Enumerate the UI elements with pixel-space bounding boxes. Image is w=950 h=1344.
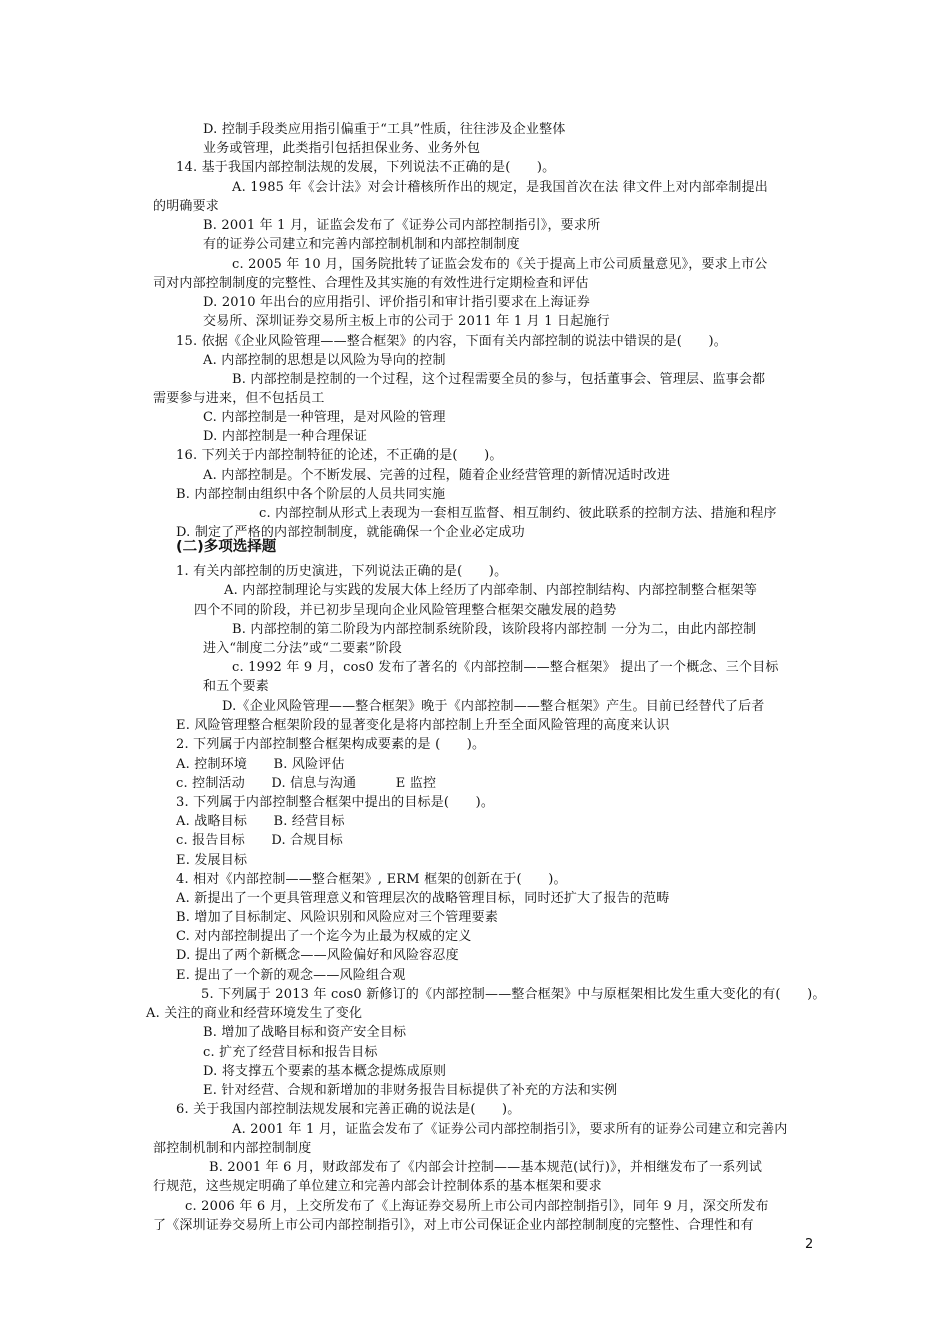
text-line: D. 制定了严格的内部控制制度，就能确保一个企业必定成功 <box>176 525 525 540</box>
text-line: 3. 下列属于内部控制整合框架中提出的目标是( )。 <box>176 795 495 810</box>
text-line: D. 控制手段类应用指引偏重于“工具”性质，往往涉及企业整体 <box>203 122 566 137</box>
text-line: c. 2006 年 6 月，上交所发布了《上海证券交易所上市公司内部控制指引》，同年 9 月，深交所发布 <box>185 1199 769 1214</box>
text-line: B. 内部控制由组织中各个阶层的人员共同实施 <box>176 487 446 502</box>
text-line: c. 1992 年 9 月，cos0 发布了著名的《内部控制——整合框架》 提出了一个概念、三个目标 <box>232 660 779 675</box>
text-line: A. 内部控制理论与实践的发展大体上经历了内部牵制、内部控制结构、内部控制整合框架等 <box>224 583 758 598</box>
text-line: E. 针对经营、合规和新增加的非财务报告目标提供了补充的方法和实例 <box>203 1083 618 1098</box>
text-line: 的明确要求 <box>153 199 220 214</box>
text-line: D.《企业风险管理——整合框架》晚于《内部控制——整合框架》产生。目前已经替代了后者 <box>222 699 765 714</box>
text-line: 和五个要素 <box>203 679 270 694</box>
text-line: 业务或管理，此类指引包括担保业务、业务外包 <box>203 141 481 156</box>
text-line: A. 关注的商业和经营环境发生了变化 <box>146 1006 363 1021</box>
text-line: A. 内部控制是。个不断发展、完善的过程，随着企业经营管理的新情况适时改进 <box>203 468 671 483</box>
text-line: 交易所、深圳证券交易所主板上市的公司于 2011 年 1 月 1 日起施行 <box>203 314 610 329</box>
text-line: B. 2001 年 1 月，证监会发布了《证券公司内部控制指引》，要求所 <box>203 218 601 233</box>
text-line: D. 提出了两个新概念——风险偏好和风险容忍度 <box>176 948 459 963</box>
text-line: B. 增加了战略目标和资产安全目标 <box>203 1025 407 1040</box>
text-line: D. 2010 年出台的应用指引、评价指引和审计指引要求在上海证券 <box>203 295 591 310</box>
text-line: C. 内部控制是一种管理，是对风险的管理 <box>203 410 446 425</box>
text-line: 16. 下列关于内部控制特征的论述，不正确的是( )。 <box>176 448 503 463</box>
text-line: c. 控制活动 D. 信息与沟通 E 监控 <box>176 776 437 791</box>
text-line: 4. 相对《内部控制——整合框架》, ERM 框架的创新在于( )。 <box>176 872 567 887</box>
page-number: 2 <box>805 1237 814 1252</box>
text-line: c. 报告目标 D. 合规目标 <box>176 833 343 848</box>
text-line: B. 2001 年 6 月，财政部发布了《内部会计控制——基本规范(试行)》，并相继发布了一系列试 <box>209 1160 763 1175</box>
text-line: 15. 依据《企业风险管理——整合框架》的内容，下面有关内部控制的说法中错误的是( )。 <box>176 334 727 349</box>
text-line: 6. 关于我国内部控制法规发展和完善正确的说法是( )。 <box>176 1102 521 1117</box>
text-line: c. 2005 年 10 月，国务院批转了证监会发布的《关于提高上市公司质量意见》，要求上市公 <box>232 257 768 272</box>
text-line: C. 对内部控制提出了一个迄今为止最为权威的定义 <box>176 929 472 944</box>
text-line: B. 内部控制的第二阶段为内部控制系统阶段，该阶段将内部控制 一分为二，由此内部控制 <box>232 622 757 637</box>
text-line: 2. 下列属于内部控制整合框架构成要素的是 ( )。 <box>176 737 486 752</box>
text-line: A. 控制环境 B. 风险评估 <box>176 757 345 772</box>
text-line: 部控制机制和内部控制制度 <box>153 1141 312 1156</box>
text-line: 1. 有关内部控制的历史演进，下列说法正确的是( )。 <box>176 564 508 579</box>
text-line: D. 内部控制是一种合理保证 <box>203 429 368 444</box>
text-line: B. 增加了目标制定、风险识别和风险应对三个管理要素 <box>176 910 499 925</box>
text-line: A. 新提出了一个更具管理意义和管理层次的战略管理目标，同时还扩大了报告的范畴 <box>176 891 670 906</box>
text-line: A. 战略目标 B. 经营目标 <box>176 814 345 829</box>
text-line: 进入“制度二分法”或“二要素”阶段 <box>203 641 402 656</box>
text-line: 了《深圳证券交易所上市公司内部控制指引》，对上市公司保证企业内部控制制度的完整性、合理性和有 <box>153 1218 754 1233</box>
text-line: c. 内部控制从形式上表现为一套相互监督、相互制约、彼此联系的控制方法、措施和程序 <box>259 506 777 521</box>
text-line: 司对内部控制制度的完整性、合理性及其实施的有效性进行定期检查和评估 <box>153 276 589 291</box>
text-line: E. 提出了一个新的观念——风险组合观 <box>176 968 406 983</box>
text-line: E. 风险管理整合框架阶段的显著变化是将内部控制上升至全面风险管理的高度来认识 <box>176 718 670 733</box>
text-line: 行规范，这些规定明确了单位建立和完善内部会计控制体系的基本框架和要求 <box>153 1179 602 1194</box>
text-line: A. 内部控制的思想是以风险为导向的控制 <box>203 353 446 368</box>
text-line: A. 2001 年 1 月，证监会发布了《证券公司内部控制指引》，要求所有的证券公司建立和完善内 <box>232 1122 788 1137</box>
text-line: 四个不同的阶段，并已初步呈现向企业风险管理整合框架交融发展的趋势 <box>194 603 617 618</box>
text-line: D. 将支撑五个要素的基本概念提炼成原则 <box>203 1064 447 1079</box>
text-line: 需要参与进来，但不包括员工 <box>153 391 325 406</box>
section-heading: (二)多项选择题 <box>176 539 277 555</box>
text-line: c. 扩充了经营目标和报告目标 <box>203 1045 378 1060</box>
text-line: E. 发展目标 <box>176 853 248 868</box>
text-line: 5. 下列属于 2013 年 cos0 新修订的《内部控制——整合框架》中与原框架相比发生重大变化的有( )。 <box>201 987 826 1002</box>
text-line: B. 内部控制是控制的一个过程，这个过程需要全员的参与，包括董事会、管理层、监事会都 <box>232 372 766 387</box>
text-line: 有的证券公司建立和完善内部控制机制和内部控制制度 <box>203 237 520 252</box>
text-line: A. 1985 年《会计法》对会计稽核所作出的规定，是我国首次在法 律文件上对内部牵制提出 <box>232 180 769 195</box>
text-line: 14. 基于我国内部控制法规的发展，下列说法不正确的是( )。 <box>176 160 556 175</box>
